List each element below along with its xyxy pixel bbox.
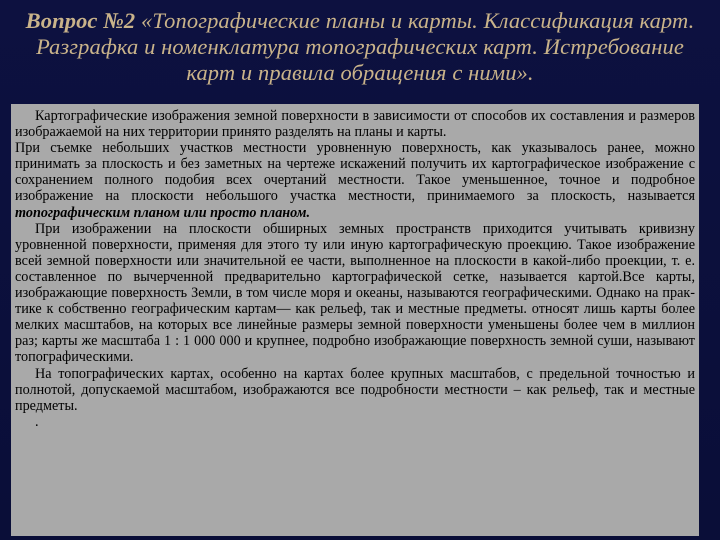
paragraph-5: . bbox=[35, 413, 39, 430]
paragraph-2-text: При съемке небольших участков местности уровненную поверхность, как указывалось ранее, можно принимать за плоскость и без заметных на чертеже искажений получить их картографическое изображение с сохранением полного подобия всех очертаний местности. Такое уменьшенное, точное и подробное изображение на плоскости небольшого участка местности, принимаемого за плоскость, называется bbox=[15, 140, 695, 205]
paragraph-3: При изображении на плоскости обширных земных пространств приходится учитывать кривизну уровненной поверхности, применяя для этого ту или иную картографическую проекцию. Такое изображение всей земной поверхности или значительной ее части, выполненное на плоскости в какой-либо проекции, т. е. составленное по вычерченной предварительно картографической сетке, называется картой.Все карты, изображающие поверхность Земли, в том числе моря и океаны, называются географическими. Однако на прак-тике к собственно географическим картам— как рельеф, так и местные предметы. относят лишь карты более мелких масштабов, на которых все линейные размеры земной поверхности уменьшены более чем в миллион раз; карты же масштаба 1 : 1 000 000 и крупнее, подробно изображающие поверхность земной суши, называют топографическими. bbox=[15, 220, 695, 366]
paragraph-2 bbox=[15, 140, 695, 220]
content-box bbox=[11, 104, 699, 536]
paragraph-1: Картографические изображения земной поверхности в зависимости от способов их составления и размеров изображаемой на них территории принято разделять на планы и карты. bbox=[15, 108, 695, 141]
title-rest: «Топографические планы и карты. Классификация карт. Разграфка и номенклатура топографических карт. Истребование карт и правила обращения с ними». bbox=[36, 8, 695, 85]
paragraph-4: На топографических картах, особенно на картах более крупных масштабов, с предельной точностью и полнотой, допускаемой масштабом, изображаются все подробности местности – как рельеф, так и местные предметы. bbox=[15, 365, 695, 414]
slide-title bbox=[20, 8, 700, 86]
paragraph-2-emphasis: топографическим планом или просто планом. bbox=[15, 204, 310, 221]
title-lead: Вопрос №2 bbox=[25, 8, 136, 33]
